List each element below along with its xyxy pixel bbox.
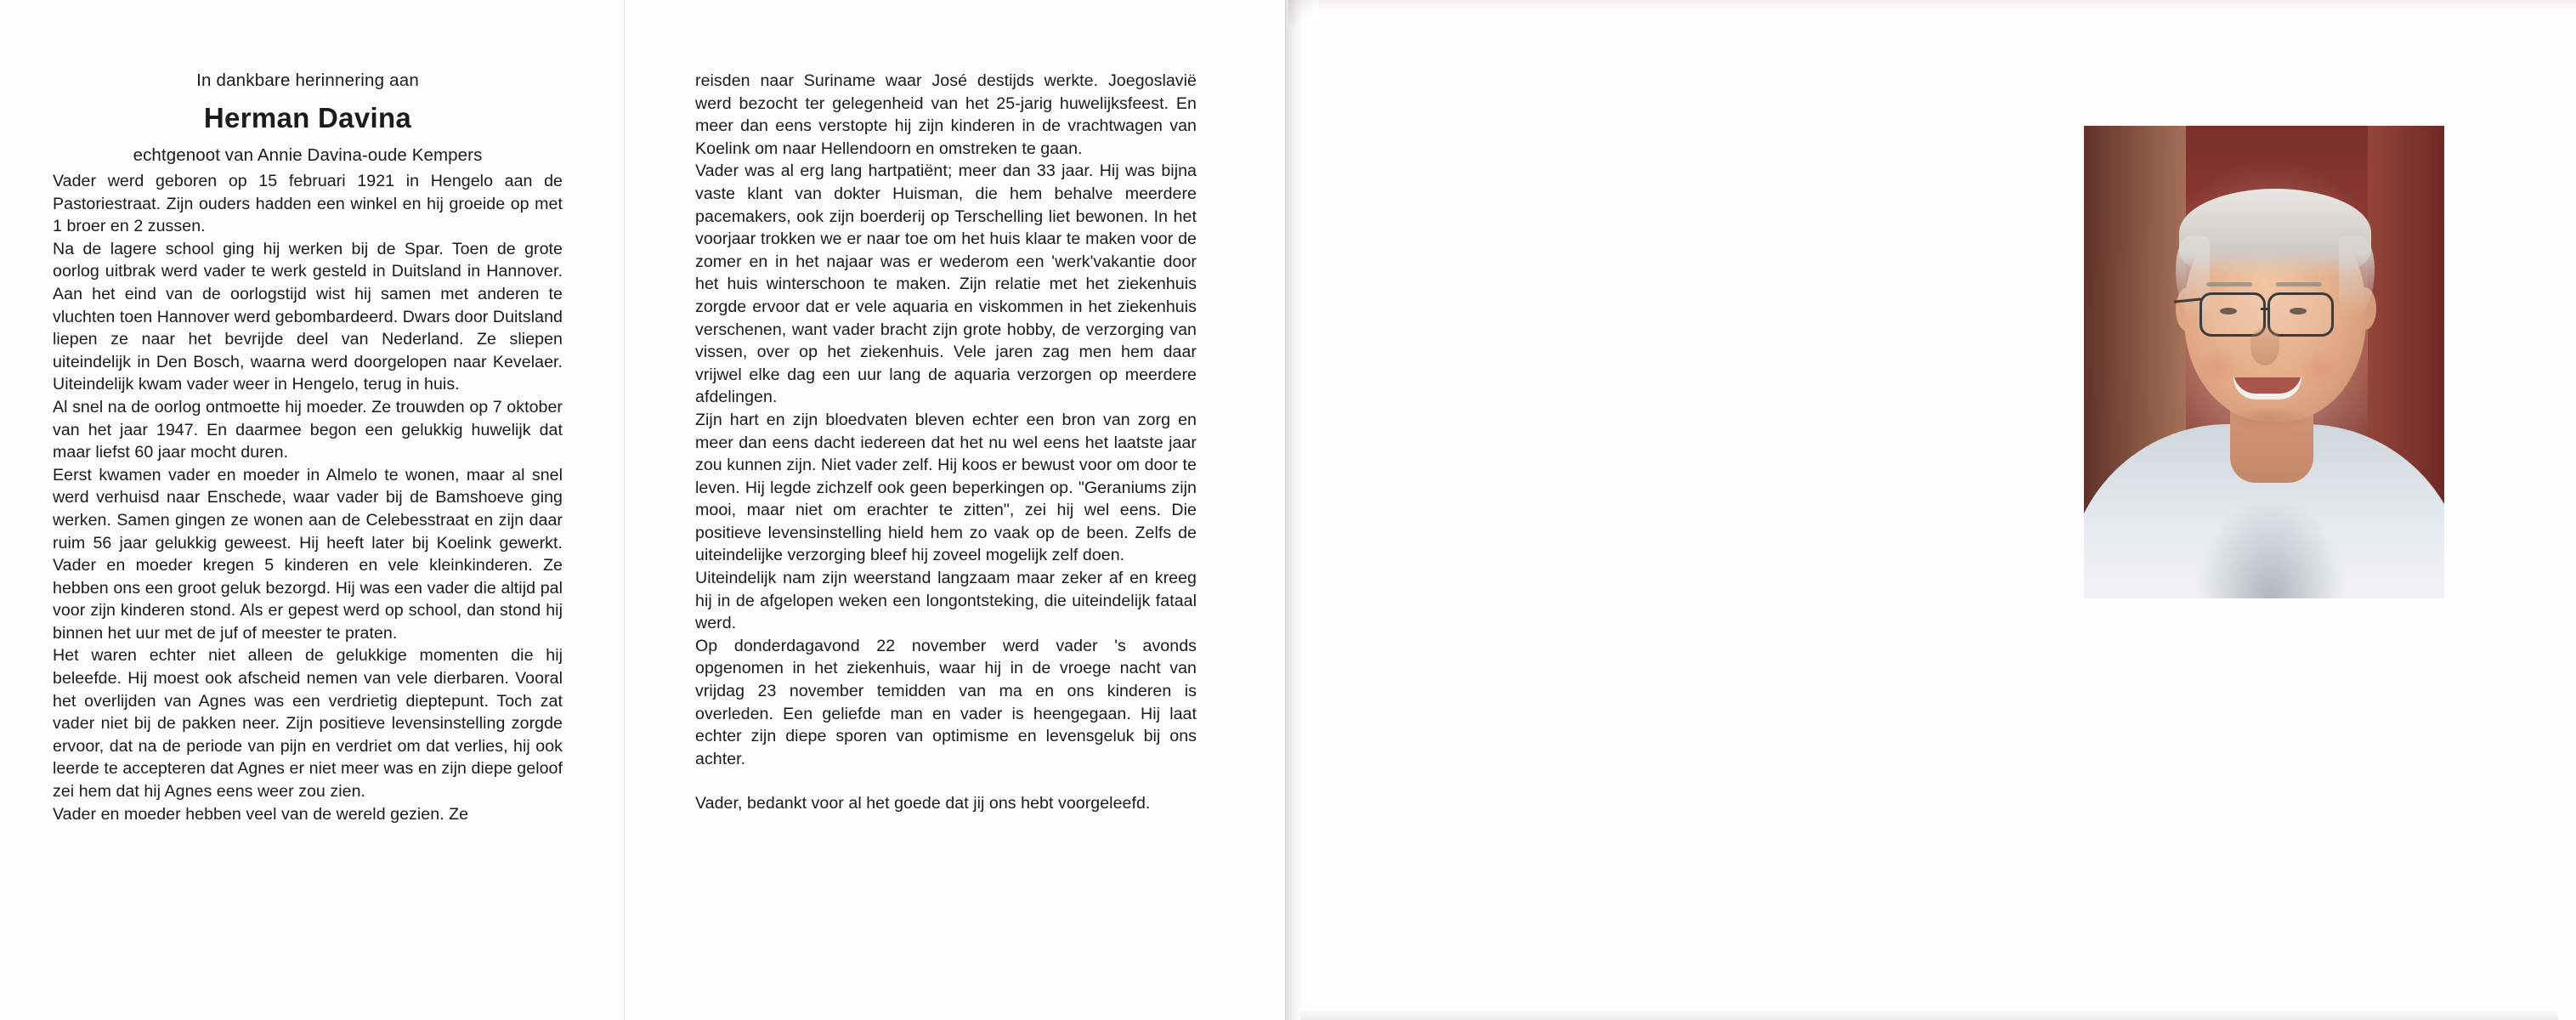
portrait-image	[2084, 126, 2444, 598]
dedication-line: In dankbare herinnering aan	[196, 71, 419, 90]
glasses-bridge	[2261, 308, 2269, 310]
cheek-left	[2198, 348, 2239, 386]
paragraph: Vader was al erg lang hartpatiënt; meer dan 33 jaar. Hij was bijna vaste klant van dokter Huisman, die hem behalve meerdere pacemakers, ook zijn boerderij op Terschelling liet bewonen. In het voorjaar trokken we er naar toe om het huis klaar te maken voor de zomer en in het najaar was er wederom een 'werk'vakantie door het huis winterschoon te maken. Zijn relatie met het ziekenhuis zorgde ervoor dat er vele aquaria en viskommen in het ziekenhuis verschenen, want vader bracht zijn grote hobby, de verzorging van vissen, over op het ziekenhuis. Vele jaren zag men hem daar vrijwel elke dag een uur lang de aquaria verzorgen op meerdere afdelingen.	[695, 162, 1197, 407]
nose	[2250, 328, 2279, 366]
paper-top-edge	[1292, 0, 2576, 12]
eyebrow-right	[2276, 282, 2322, 286]
spouse-line: echtgenoot van Annie Davina-oude Kempers	[133, 145, 483, 165]
paragraph: Uiteindelijk nam zijn weerstand langzaam maar zeker af en kreeg hij in de afgelopen weken een longontsteking, die uiteindelijk fataal werd.	[695, 569, 1197, 633]
closing-paragraph: Vader, bedankt voor al het goede dat jij ons hebt voorgeleefd.	[695, 794, 1151, 813]
paragraph: Zijn hart en zijn bloedvaten bleven echter een bron van zorg en meer dan eens dacht iedereen dat het nu wel eens het laatste jaar zou kunnen zijn. Niet vader zelf. Hij koos er bewust voor om door te leven. Hij legde zichzelf ook geen beperkingen op. "Geraniums zijn mooi, maar niet om erachter te zitten", zei hij wel eens. Die positieve levensinstelling hield hem zo vaak op de been. Zelfs de uiteindelijke verzorging bleef hij zoveel mogelijk zelf doen.	[695, 410, 1197, 565]
card-heading	[53, 70, 563, 167]
paragraph: Vader werd geboren op 15 februari 1921 in Hengelo aan de Pastoriestraat. Zijn ouders hadden een winkel en hij groeide op met 1 broer en 2 zussen.	[53, 172, 563, 236]
fold-shadow	[1286, 0, 1301, 1020]
paragraph: Het waren echter niet alleen de gelukkige momenten die hij beleefde. Hij moest ook afscheid nemen van vele dierbaren. Vooral het overlijden van Agnes was een verdrietig dieptepunt. Toch zat vader niet bij de pakken neer. Zijn positieve levensinstelling zorgde ervoor, dat na de periode van pijn en verdriet om dat verlies, hij ook leerde te accepteren dat Agnes er niet meer was en zijn diepe geloof zei hem dat hij Agnes eens weer zou zien.	[53, 646, 563, 802]
paper-bottom-edge	[1300, 1008, 2558, 1020]
cheek-right	[2300, 348, 2341, 386]
paragraph: reisden naar Suriname waar José destijds werkte. Joegoslavië werd bezocht ter gelegenheid van het 25-jarig huwelijksfeest. En meer dan eens verstopte hij zijn kinderen in de vrachtwagen van Koelink om naar Hellendoorn en omstreken te gaan.	[695, 71, 1197, 158]
portrait-photo	[2084, 126, 2444, 598]
glasses-lens-right	[2267, 292, 2334, 337]
paragraph: Eerst kwamen vader en moeder in Almelo te wonen, maar al snel werd verhuisd naar Enschede, waar vader bij de Bamshoeve ging werken. Samen gingen ze wonen aan de Celebesstraat en zijn daar ruim 56 jaar gelukkig geweest. Hij heeft later bij Koelink gewerkt. Vader en moeder kregen 5 kinderen en vele kleinkinderen. Ze hebben ons een groot geluk bezorgd. Hij was een vader die altijd pal voor zijn kinderen stond. Als er gepest werd op school, dan stond hij binnen het uur met de juf of meester te praten.	[53, 465, 563, 643]
right-text-column	[695, 70, 1197, 815]
paragraph: Op donderdagavond 22 november werd vader 's avonds opgenomen in het ziekenhuis, waar hij in de vroege nacht van vrijdag 23 november temidden van ma en ons kinderen is overleden. Een geliefde man en vader is heengegaan. Hij laat echter zijn diepe sporen van optimisme en levensgeluk bij ons achter.	[695, 636, 1197, 768]
paragraph: Al snel na de oorlog ontmoette hij moeder. Ze trouwden op 7 oktober van het jaar 1947. En daarmee begon een gelukkig huwelijk dat maar liefst 60 jaar mocht duren.	[53, 397, 563, 462]
paragraph: Vader en moeder hebben veel van de wereld gezien. Ze	[53, 804, 469, 824]
chin-shadow	[2227, 406, 2312, 430]
paragraph: Na de lagere school ging hij werken bij de Spar. Toen de grote oorlog uitbrak werd vader te werk gesteld in Duitsland in Hannover. Aan het eind van de oorlogstijd wist hij samen met anderen te vluchten toen Hannover werd gebombardeerd. Dwars door Duitsland liepen ze naar het bevrijde deel van Nederland. Ze sliepen uiteindelijk in Den Bosch, waarna werd doorgelopen naar Kevelaer. Uiteindelijk kwam vader weer in Hengelo, terug in huis.	[53, 239, 563, 394]
shirt-shadow	[2194, 496, 2347, 598]
deceased-name: Herman Davina	[203, 102, 412, 133]
fold-line-inner	[624, 0, 625, 1020]
left-text-column	[53, 170, 563, 825]
eyebrow-left	[2206, 282, 2252, 286]
